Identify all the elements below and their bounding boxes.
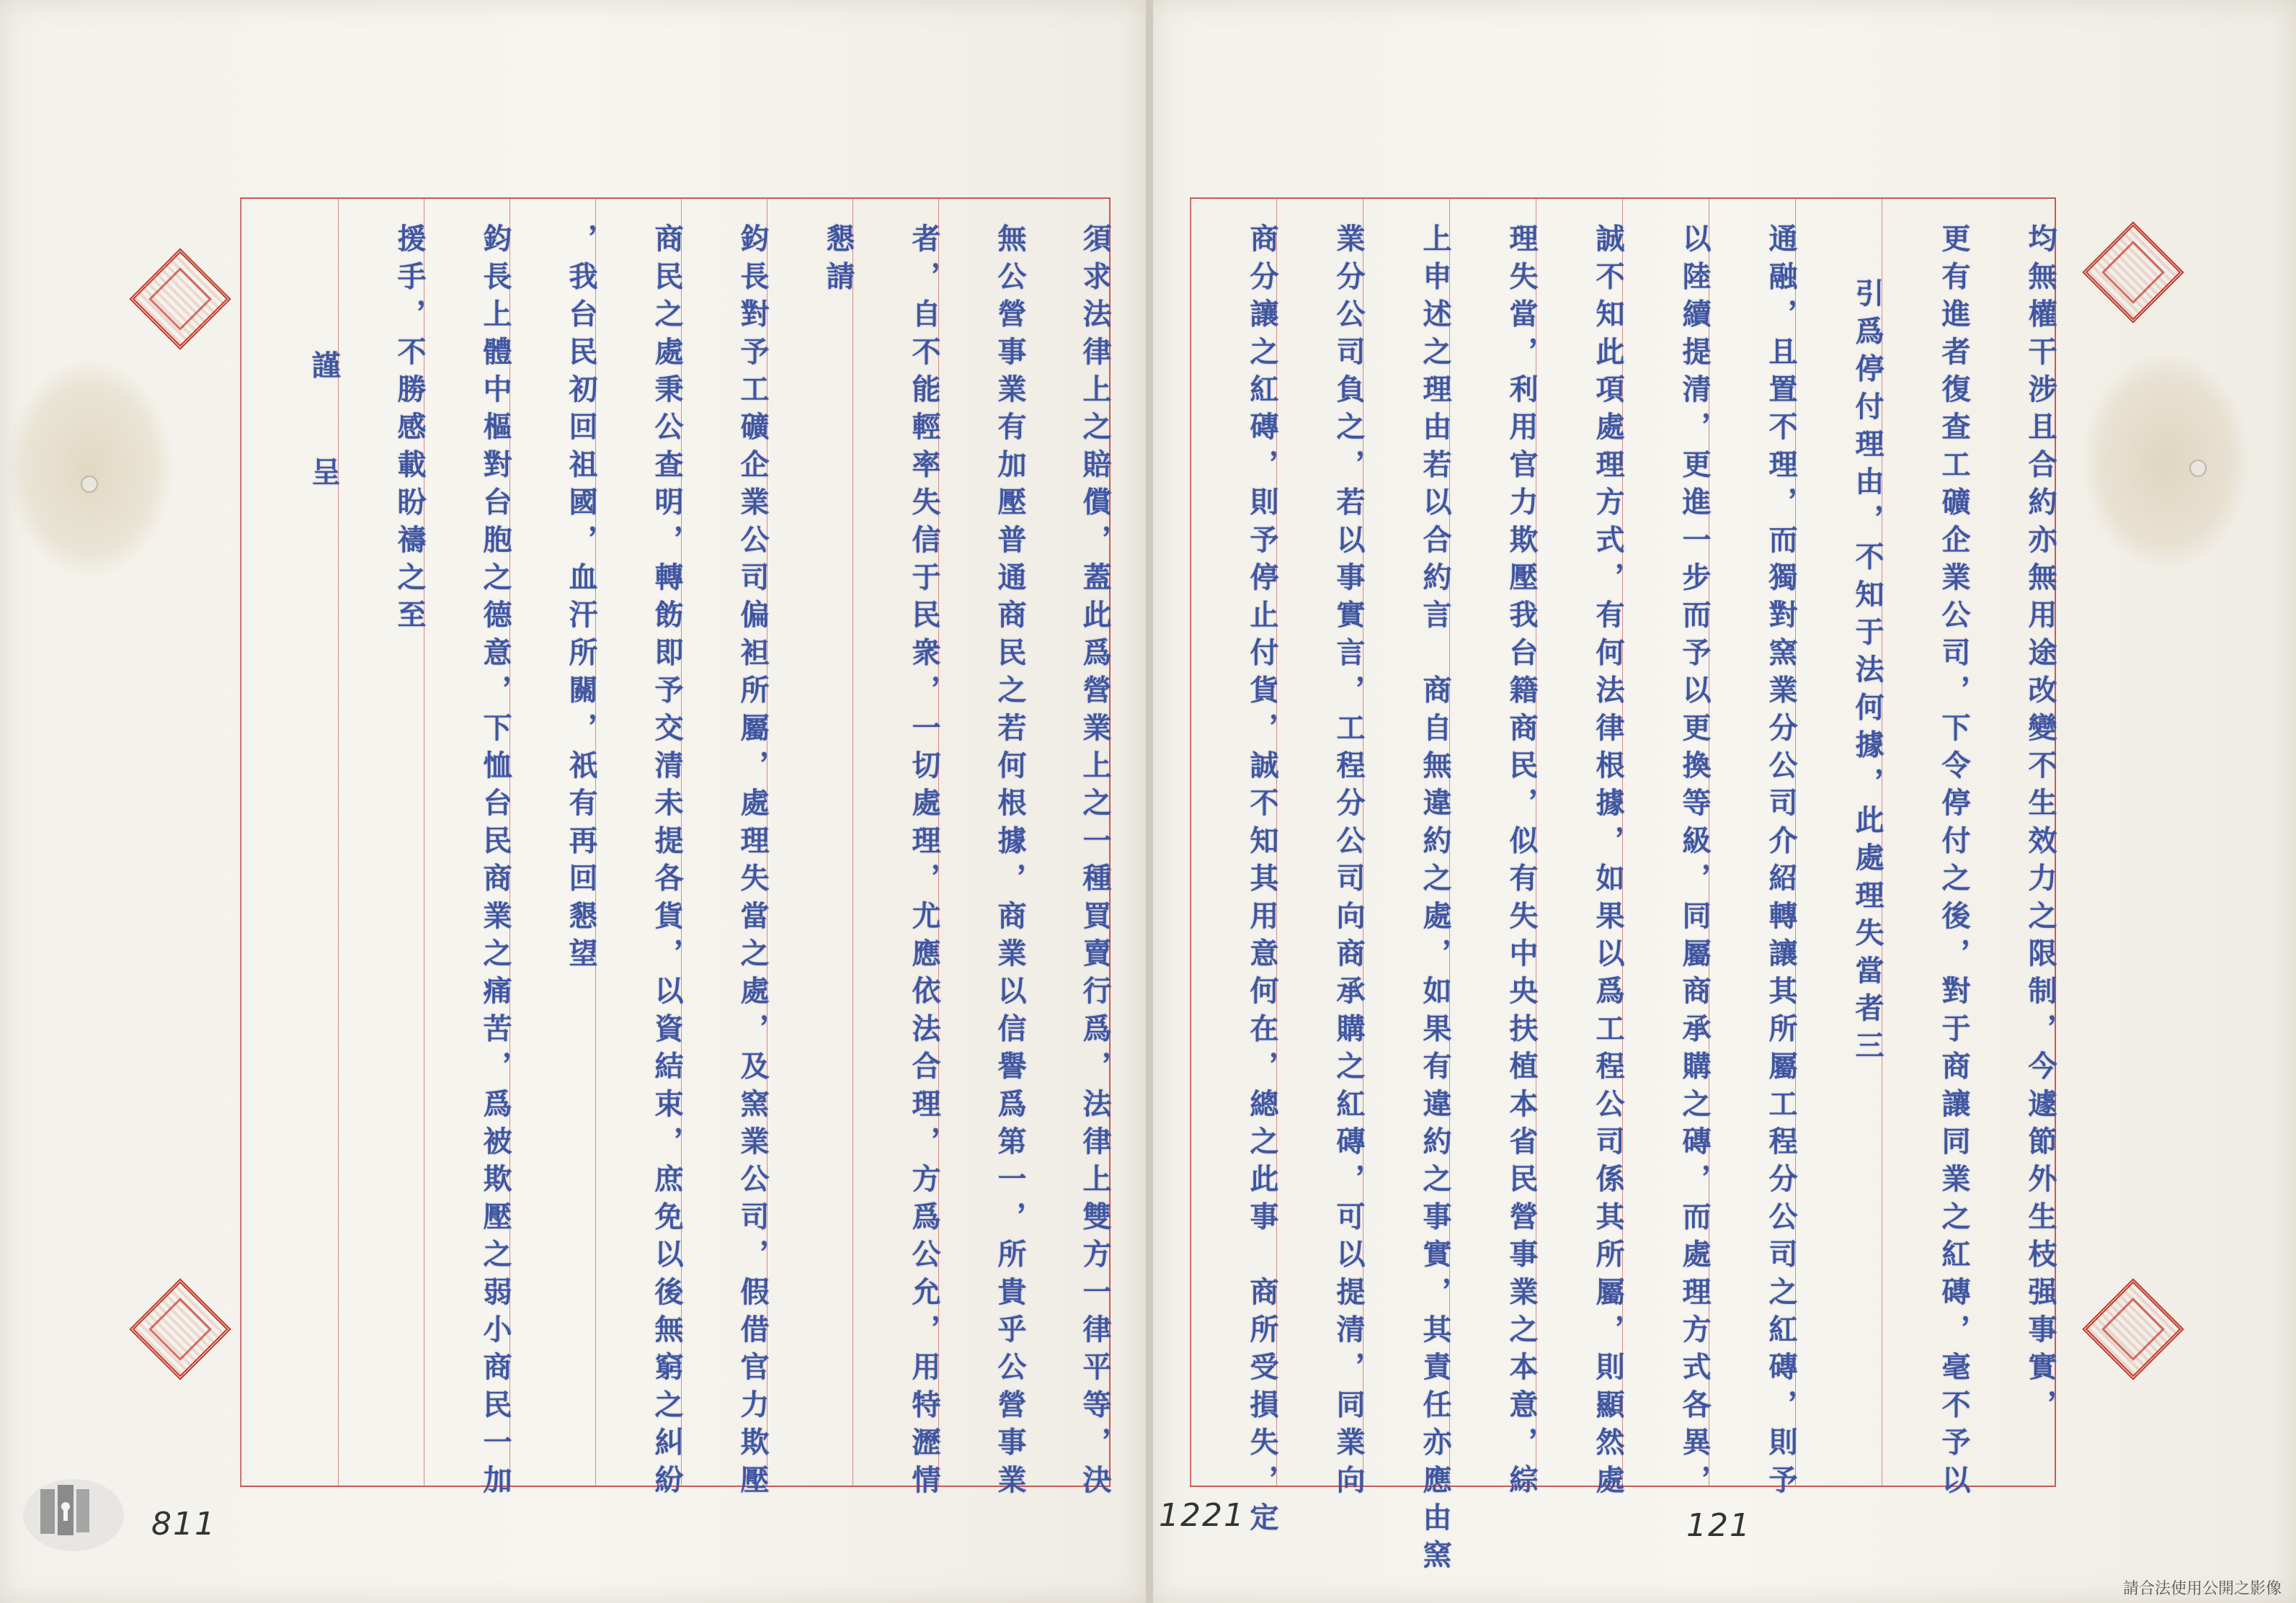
text-column: [338, 199, 427, 1486]
text-column: [853, 199, 941, 1502]
column-text: 援手，不勝感載盼禱之至: [393, 223, 427, 638]
seal-stamp-bottom-left: [129, 1278, 231, 1380]
column-text: 均無權干涉且合約亦無用途改變不生效力之限制，今遽節外生枝强事實，: [2024, 223, 2057, 1427]
text-column: [1536, 199, 1625, 1502]
column-text: 理失當，利用官力欺壓我台籍商民，似有失中央扶植本省民營事業之本意，綜: [1505, 223, 1539, 1502]
column-text: 商民之處秉公查明，轉飭即予交清未提各貨，以資結束，庶免以後無窮之糾紛: [650, 223, 684, 1502]
archive-logo-icon: [16, 1459, 124, 1553]
water-stain-right: [2083, 353, 2248, 569]
text-column: [938, 199, 1027, 1502]
text-frame-left: [240, 197, 1112, 1502]
column-text: 上申述之理由若以合約言 商自無違約之處，如果有違約之事實，其責任亦應由窯: [1418, 223, 1452, 1578]
footer-notice: 請合法使用公開之影像: [2122, 1580, 2282, 1598]
text-column: [1968, 199, 2055, 1486]
text-column: [510, 199, 598, 1486]
text-column: [1024, 199, 1112, 1502]
handwritten-number-center: 1221: [1159, 1497, 1245, 1534]
left-page: [0, 0, 1146, 1603]
column-text: 鈞長對予工礦企業公司偏袒所屬，處理失當之處，及窯業公司，假借官力欺壓: [736, 223, 770, 1502]
column-text: 以陸續提清，更進一步而予以更換等級，同屬商承購之磚，而處理方式各異，: [1678, 223, 1712, 1502]
seal-stamp-top-left: [129, 248, 231, 349]
column-text: 無公營事業有加壓普通商民之若何根據，商業以信譽爲第一，所貴乎公營事業: [993, 223, 1027, 1502]
right-page: [1153, 0, 2296, 1603]
seal-stamp-top-right: [2082, 221, 2184, 323]
text-column: [1882, 199, 1971, 1502]
column-text: 業分公司負之，若以事實言，工程分公司向商承購之紅磚，可以提清，同業向: [1332, 223, 1366, 1502]
text-column: [767, 199, 853, 1486]
column-text: 通融，且置不理，而獨對窯業分公司介紹轉讓其所屬工程分公司之紅磚，則予: [1764, 223, 1798, 1502]
column-text: 更有進者復查工礦企業公司，下令停付之後，對于商讓同業之紅磚，毫不予以: [1937, 223, 1971, 1502]
column-text: 商分讓之紅磚，則予停止付貨，誠不知其用意何在，總之此事 商所受損失，定: [1245, 223, 1279, 1540]
water-stain-left: [7, 360, 173, 576]
column-text: 引爲停付理由，不知于法何據，此處理失當者三: [1851, 278, 1885, 1068]
column-text: 鈞長上體中樞對台胞之德意，下恤台民商業之痛苦，爲被欺壓之弱小商民一加: [479, 223, 512, 1502]
handwritten-number-right: 121: [1686, 1507, 1751, 1544]
binding-hole-left: [81, 475, 98, 493]
text-column: [1449, 199, 1539, 1502]
column-text: 誠不知此項處理方式，有何法律根據，如果以爲工程公司係其所屬，則顯然處: [1591, 223, 1625, 1502]
text-column: [595, 199, 684, 1502]
binding-hole-right: [2189, 460, 2207, 477]
column-text: ，我台民初回祖國，血汗所關，祇有再回懇望: [564, 223, 598, 975]
column-text: 須求法律上之賠償，蓋此爲營業上之一種買賣行爲，法律上雙方一律平等，決: [1078, 223, 1112, 1502]
column-text-closing: 謹 呈: [307, 350, 341, 510]
text-column: [1363, 199, 1452, 1578]
seal-stamp-bottom-right: [2082, 1278, 2184, 1380]
text-column: [424, 199, 512, 1502]
text-column: [1276, 199, 1366, 1502]
text-column: [240, 199, 341, 1486]
column-text: 懇請: [822, 223, 855, 299]
text-column: [1622, 199, 1712, 1502]
column-text: 者，自不能輕率失信于民衆，一切處理，尤應依法合理，方爲公允，用特瀝情: [907, 223, 941, 1502]
text-column: [1709, 199, 1798, 1502]
handwritten-number-left: 811: [151, 1506, 216, 1542]
text-column: [1795, 199, 1885, 1486]
text-column: [681, 199, 770, 1502]
